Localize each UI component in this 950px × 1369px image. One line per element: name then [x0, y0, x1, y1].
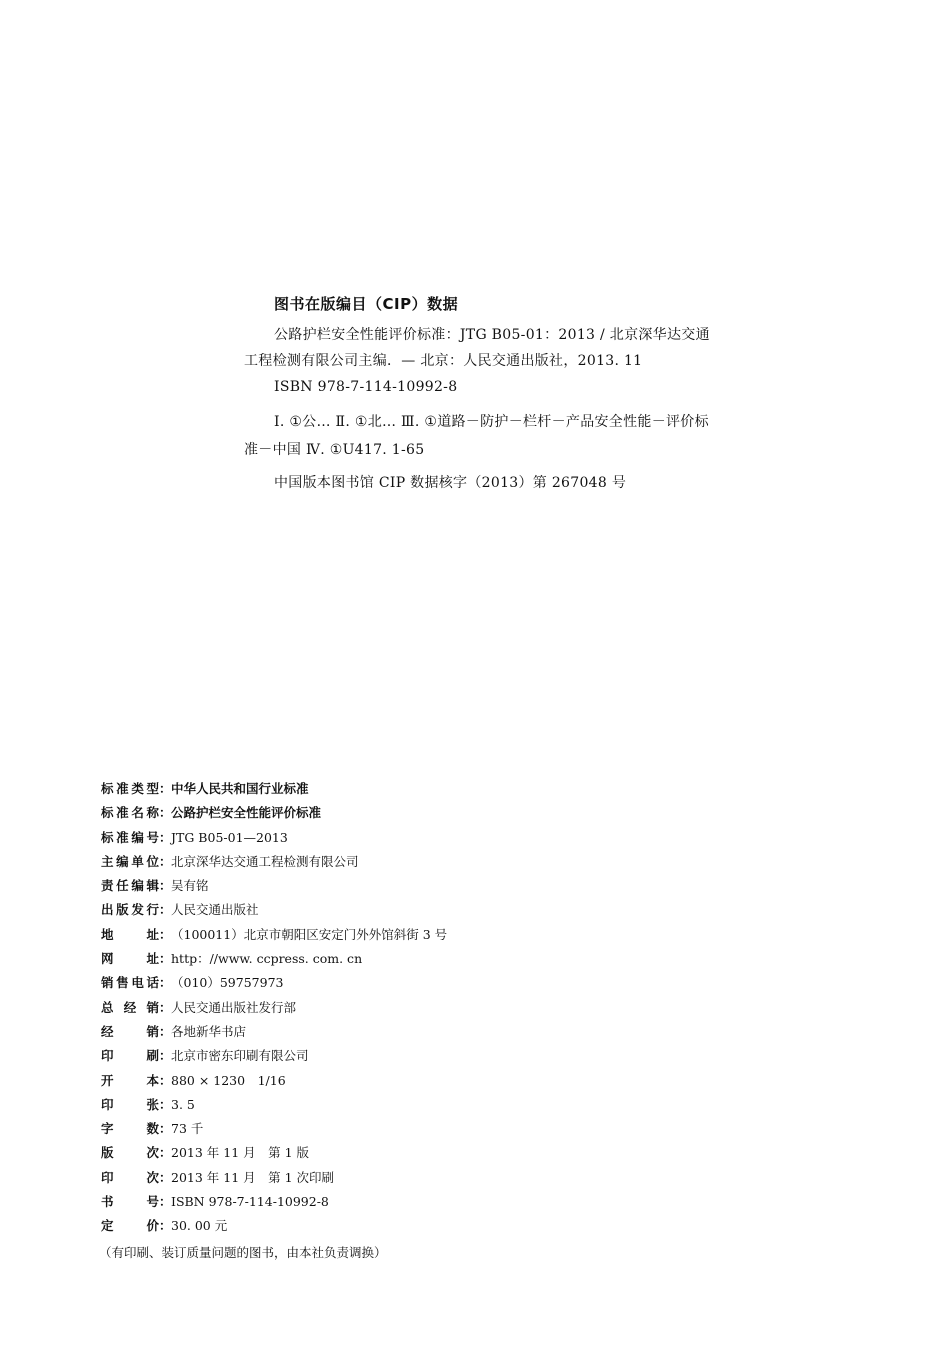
- colophon-value: ISBN 978-7-114-10992-8: [171, 1194, 329, 1210]
- colophon-value: 30. 00 元: [171, 1218, 228, 1234]
- colophon-label: 出 版 发 行: [101, 902, 159, 918]
- colophon-row: [101, 900, 701, 924]
- colophon-value: 公路护栏安全性能评价标准: [171, 805, 322, 821]
- colophon-colon: ：: [159, 781, 172, 796]
- colophon-value: 人民交通出版社: [171, 902, 259, 918]
- colophon-colon: ：: [159, 878, 172, 894]
- colophon-colon: ：: [159, 1121, 172, 1137]
- colophon-colon: ：: [159, 1218, 172, 1234]
- colophon-value: JTG B05-01—2013: [171, 829, 288, 845]
- colophon-label: 网 址: [101, 951, 159, 967]
- colophon-label: 印 刷: [101, 1048, 159, 1064]
- colophon-rows: [101, 779, 701, 1241]
- colophon-label: 印 张: [101, 1096, 159, 1112]
- colophon-value: 北京市密东印刷有限公司: [171, 1048, 309, 1064]
- colophon-value: 人民交通出版社发行部: [171, 999, 297, 1015]
- colophon-row: [101, 1022, 701, 1046]
- cip-number: 中国版本图书馆 CIP 数据核字（2013）第 267048 号: [274, 475, 627, 491]
- colophon-row: [101, 779, 701, 803]
- cip-block: [244, 292, 714, 498]
- colophon-colon: ：: [159, 951, 172, 967]
- colophon-colon: ：: [159, 1169, 172, 1185]
- colophon-row: [101, 949, 701, 973]
- colophon-label: 地 址: [101, 926, 159, 942]
- colophon-row: [101, 1071, 701, 1095]
- colophon-row: [101, 1119, 701, 1143]
- colophon-label: 标 准 类 型: [101, 781, 159, 796]
- colophon-footnote: （有印刷、装订质量问题的图书，由本社负责调换）: [99, 1244, 387, 1260]
- colophon-colon: ：: [159, 853, 172, 869]
- colophon-label: 责 任 编 辑: [101, 878, 159, 894]
- colophon-value: 73 千: [171, 1121, 204, 1137]
- colophon-row: [101, 803, 701, 827]
- colophon-row: [101, 1216, 701, 1240]
- colophon-row: [101, 1192, 701, 1216]
- colophon-row: [101, 1046, 701, 1070]
- colophon-row: [101, 998, 701, 1022]
- colophon-label: 印 次: [101, 1169, 159, 1185]
- cip-description: 公路护栏安全性能评价标准：JTG B05-01：2013 / 北京深华达交通工程检测有限公司主编．— 北京：人民交通出版社，2013. 11: [244, 327, 710, 369]
- colophon-label: 经 销: [101, 1023, 159, 1039]
- colophon-colon: ：: [159, 829, 172, 845]
- colophon-label: 总 经 销: [101, 999, 159, 1015]
- colophon-row: [101, 852, 701, 876]
- colophon-colon: ：: [159, 1072, 172, 1088]
- colophon-row: [101, 973, 701, 997]
- colophon-label: 标 准 编 号: [101, 829, 159, 845]
- colophon-colon: ：: [159, 1194, 172, 1210]
- colophon-block: [101, 779, 701, 1265]
- colophon-colon: ：: [159, 1145, 172, 1161]
- colophon-colon: ：: [159, 975, 172, 991]
- colophon-label: 开 本: [101, 1072, 159, 1088]
- colophon-value: 3. 5: [171, 1096, 195, 1112]
- colophon-value: （010）59757973: [171, 975, 284, 991]
- colophon-label: 销 售 电 话: [101, 975, 159, 991]
- colophon-value: http：//www. ccpress. com. cn: [171, 951, 363, 967]
- colophon-label: 版 次: [101, 1145, 159, 1161]
- colophon-row: [101, 925, 701, 949]
- colophon-colon: ：: [159, 1096, 172, 1112]
- colophon-value: 2013 年 11 月 第 1 版: [171, 1145, 310, 1161]
- colophon-value: 各地新华书店: [171, 1023, 247, 1039]
- colophon-value: 北京深华达交通工程检测有限公司: [171, 853, 359, 869]
- cip-isbn: ISBN 978-7-114-10992-8: [274, 379, 458, 395]
- colophon-value: 中华人民共和国行业标准: [171, 781, 309, 796]
- colophon-value: （100011）北京市朝阳区安定门外外馆斜街 3 号: [171, 926, 448, 942]
- colophon-row: [101, 876, 701, 900]
- cip-title: 图书在版编目（CIP）数据: [274, 295, 459, 313]
- colophon-colon: ：: [159, 999, 172, 1015]
- colophon-label: 字 数: [101, 1121, 159, 1137]
- colophon-value: 2013 年 11 月 第 1 次印刷: [171, 1169, 335, 1185]
- cip-subjects: Ⅰ. ①公… Ⅱ. ①北… Ⅲ. ①道路－防护－栏杆－产品安全性能－评价标准－中国 Ⅳ. ①U417. 1-65: [244, 414, 709, 458]
- colophon-label: 标 准 名 称: [101, 805, 159, 821]
- colophon-row: [101, 1143, 701, 1167]
- colophon-label: 主 编 单 位: [101, 853, 159, 869]
- colophon-row: [101, 1168, 701, 1192]
- colophon-colon: ：: [159, 926, 172, 942]
- colophon-row: [101, 828, 701, 852]
- colophon-colon: ：: [159, 805, 172, 821]
- colophon-colon: ：: [159, 902, 172, 918]
- colophon-row: [101, 1095, 701, 1119]
- colophon-colon: ：: [159, 1023, 172, 1039]
- colophon-label: 定 价: [101, 1218, 159, 1234]
- colophon-value: 880 × 1230 1/16: [171, 1072, 286, 1088]
- colophon-label: 书 号: [101, 1194, 159, 1210]
- colophon-colon: ：: [159, 1048, 172, 1064]
- colophon-value: 吴有铭: [171, 878, 209, 894]
